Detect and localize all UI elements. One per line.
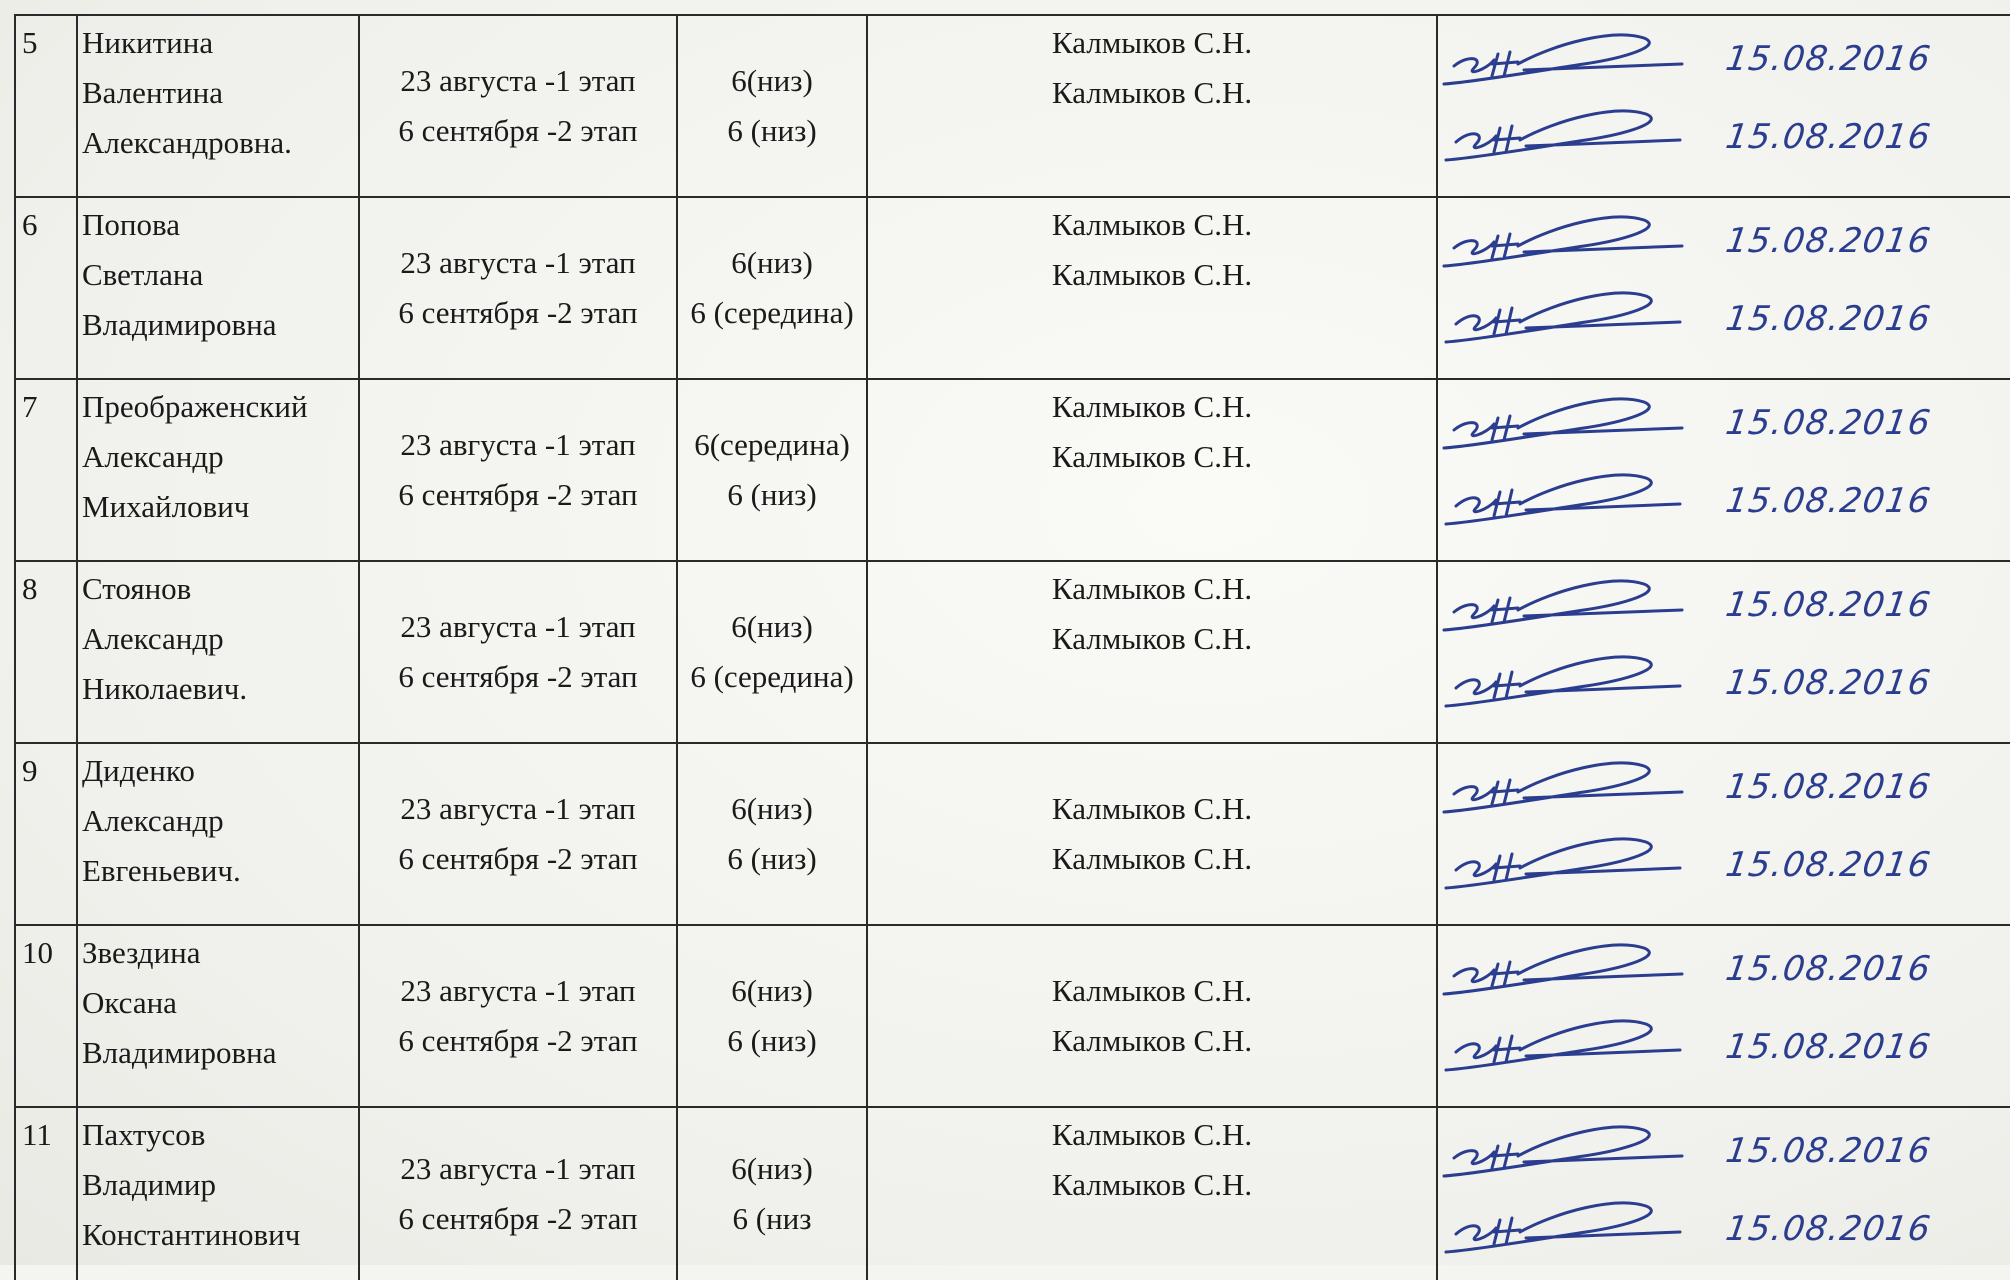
stage-1-inspector: Калмыков С.Н. [1051,973,1253,1008]
inspector-cell [867,197,1437,379]
signature-date-1: 15.08.2016 [1723,767,1934,807]
row-number-cell [15,197,77,379]
stage-1-inspector: Калмыков С.Н. [1051,389,1253,424]
stage-1-inspector: Калмыков С.Н. [1051,25,1253,60]
row-number: 6 [22,207,38,242]
stage-1-inspector: Калмыков С.Н. [1051,1117,1253,1152]
handwritten-signature [1437,752,1684,824]
signature-date-2: 15.08.2016 [1723,1209,1934,1249]
stage-2-date: 6 сентября -2 этап [398,113,638,148]
stage-1-date: 23 августа -1 этап [400,427,636,462]
surname: Никитина [82,25,214,60]
row-number: 7 [22,389,38,424]
table-row [15,15,2010,197]
stage-2-position: 6 (низ) [727,113,817,148]
stage-1-date: 23 августа -1 этап [400,609,636,644]
table-row [15,197,2010,379]
handwritten-signature [1437,24,1684,96]
signature-area [1438,16,2010,196]
stage-2-position: 6 (середина) [690,295,854,330]
stage-2-date: 6 сентября -2 этап [398,1023,638,1058]
table-row [15,743,2010,925]
stage-2-date: 6 сентября -2 этап [398,295,638,330]
patronymic: Николаевич. [82,671,248,706]
inspector-cell [867,743,1437,925]
stage-1-inspector: Калмыков С.Н. [1051,571,1253,606]
signature-date-1: 15.08.2016 [1723,585,1934,625]
stage-2-inspector: Калмыков С.Н. [1051,75,1253,110]
position-cell [677,925,867,1107]
stage-2-position: 6 (низ) [727,841,817,876]
row-number-cell [15,561,77,743]
row-number: 10 [22,935,53,970]
signature-date-2: 15.08.2016 [1723,117,1934,157]
stage-2-date: 6 сентября -2 этап [398,659,638,694]
name-cell [77,561,359,743]
signature-cell [1437,743,2010,925]
position-cell [677,1107,867,1280]
signature-area [1438,562,2010,742]
signature-cell [1437,1107,2010,1280]
name-cell [77,15,359,197]
name-cell [77,925,359,1107]
signature-cell [1437,197,2010,379]
stage-1-position: 6(середина) [694,427,850,462]
first-name: Александр [82,439,224,474]
name-cell [77,1107,359,1280]
row-number-cell [15,743,77,925]
surname: Попова [82,207,180,242]
stage-1-date: 23 августа -1 этап [400,791,636,826]
row-number: 9 [22,753,38,788]
row-number-cell [15,15,77,197]
patronymic: Евгеньевич. [82,853,241,888]
signature-cell [1437,379,2010,561]
signature-area [1438,1108,2010,1280]
row-number-cell [15,1107,77,1280]
stage-2-inspector: Калмыков С.Н. [1051,1167,1253,1202]
name-cell [77,197,359,379]
dates-cell [359,1107,677,1280]
handwritten-signature [1437,1190,1684,1262]
stage-2-inspector: Калмыков С.Н. [1051,439,1253,474]
surname: Стоянов [82,571,192,606]
stage-2-position: 6 (низ [732,1201,812,1236]
dates-cell [359,743,677,925]
inspector-cell [867,15,1437,197]
stage-1-position: 6(низ) [731,791,813,826]
stage-1-position: 6(низ) [731,609,813,644]
table-row [15,379,2010,561]
handwritten-signature [1437,388,1684,460]
signature-date-1: 15.08.2016 [1723,949,1934,989]
row-number: 11 [22,1117,52,1152]
stage-2-inspector: Калмыков С.Н. [1051,257,1253,292]
position-cell [677,197,867,379]
surname: Звездина [82,935,201,970]
signature-date-1: 15.08.2016 [1723,221,1934,261]
table-row [15,925,2010,1107]
stage-1-date: 23 августа -1 этап [400,63,636,98]
inspector-cell [867,1107,1437,1280]
stage-1-position: 6(низ) [731,63,813,98]
signature-cell [1437,15,2010,197]
first-name: Валентина [82,75,224,110]
dates-cell [359,15,677,197]
row-number: 8 [22,571,38,606]
signature-area [1438,380,2010,560]
row-number-cell [15,925,77,1107]
position-cell [677,15,867,197]
stage-2-date: 6 сентября -2 этап [398,1201,638,1236]
table-row [15,561,2010,743]
name-cell [77,379,359,561]
inspector-cell [867,925,1437,1107]
stage-1-date: 23 августа -1 этап [400,245,636,280]
dates-cell [359,197,677,379]
table-row [15,1107,2010,1280]
first-name: Александр [82,621,224,656]
dates-cell [359,561,677,743]
row-number: 5 [22,25,38,60]
dates-cell [359,925,677,1107]
handwritten-signature [1437,826,1684,898]
patronymic: Константинович [82,1217,301,1252]
first-name: Светлана [82,257,204,292]
position-cell [677,379,867,561]
inspector-cell [867,379,1437,561]
position-cell [677,743,867,925]
handwritten-signature [1437,280,1684,352]
stage-1-date: 23 августа -1 этап [400,1151,636,1186]
name-cell [77,743,359,925]
signature-cell [1437,561,2010,743]
signature-date-1: 15.08.2016 [1723,39,1934,79]
stage-2-inspector: Калмыков С.Н. [1051,621,1253,656]
stage-2-inspector: Калмыков С.Н. [1051,841,1253,876]
signature-date-2: 15.08.2016 [1723,663,1934,703]
row-number-cell [15,379,77,561]
surname: Диденко [82,753,195,788]
handwritten-signature [1437,644,1684,716]
stage-1-position: 6(низ) [731,973,813,1008]
signature-area [1438,198,2010,378]
patronymic: Михайлович [82,489,250,524]
handwritten-signature [1437,98,1684,170]
stage-2-position: 6 (низ) [727,477,817,512]
stage-1-inspector: Калмыков С.Н. [1051,791,1253,826]
stage-2-date: 6 сентября -2 этап [398,477,638,512]
stage-1-inspector: Калмыков С.Н. [1051,207,1253,242]
signature-date-1: 15.08.2016 [1723,1131,1934,1171]
roster-table [14,14,2010,1280]
stage-2-position: 6 (середина) [690,659,854,694]
handwritten-signature [1437,570,1684,642]
patronymic: Александровна. [82,125,292,160]
handwritten-signature [1437,934,1684,1006]
position-cell [677,561,867,743]
handwritten-signature [1437,462,1684,534]
stage-1-position: 6(низ) [731,245,813,280]
stage-1-date: 23 августа -1 этап [400,973,636,1008]
signature-date-2: 15.08.2016 [1723,845,1934,885]
signature-date-2: 15.08.2016 [1723,481,1934,521]
stage-2-position: 6 (низ) [727,1023,817,1058]
first-name: Александр [82,803,224,838]
patronymic: Владимировна [82,307,277,342]
signature-date-2: 15.08.2016 [1723,1027,1934,1067]
handwritten-signature [1437,1116,1684,1188]
signature-date-1: 15.08.2016 [1723,403,1934,443]
signature-area [1438,926,2010,1106]
stage-2-date: 6 сентября -2 этап [398,841,638,876]
handwritten-signature [1437,206,1684,278]
dates-cell [359,379,677,561]
stage-2-inspector: Калмыков С.Н. [1051,1023,1253,1058]
surname: Преображенский [82,389,308,424]
inspector-cell [867,561,1437,743]
surname: Пахтусов [82,1117,206,1152]
stage-1-position: 6(низ) [731,1151,813,1186]
first-name: Владимир [82,1167,216,1202]
handwritten-signature [1437,1008,1684,1080]
signature-area [1438,744,2010,924]
first-name: Оксана [82,985,177,1020]
signature-cell [1437,925,2010,1107]
patronymic: Владимировна [82,1035,277,1070]
signature-date-2: 15.08.2016 [1723,299,1934,339]
